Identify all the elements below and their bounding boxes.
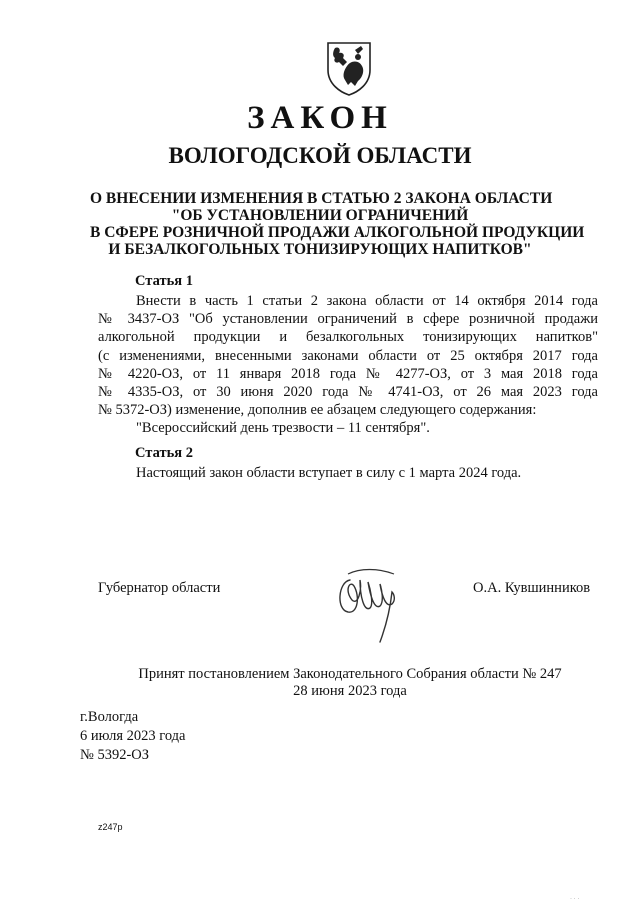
footer-date: 6 июля 2023 года [80,728,186,744]
governor-name: О.А. Кувшинников [473,580,591,596]
article-2-heading: Статья 2 [135,445,193,461]
article-1-line: № 3437-ОЗ "Об установлении ограничений в сфере розничной продажи [98,311,598,328]
article-1-line: (с изменениями, внесенными законами области от 25 октября 2017 года [98,347,598,364]
adoption-date: 28 июня 2023 года [293,683,407,699]
subtitle-line: "ОБ УСТАНОВЛЕНИИ ОГРАНИЧЕНИЙ [171,207,469,224]
article-1-quote: "Всероссийский день трезвости – 11 сентября". [136,420,430,437]
region-title: ВОЛОГОДСКОЙ ОБЛАСТИ [168,143,472,168]
corner-mark: · · · [570,896,580,902]
footer-number: № 5392-ОЗ [80,747,150,763]
law-subtitle [90,190,585,258]
handwritten-signature [330,560,410,650]
article-1-heading: Статья 1 [135,273,193,289]
footer-info [80,708,186,765]
article-1-line: № 5372-ОЗ) изменение, дополнив ее абзацем следующего содержания: [98,402,537,419]
article-1-line: № 4220-ОЗ, от 11 января 2018 года № 4277-ОЗ, от 3 мая 2018 года [98,365,598,382]
article-1-line: алкогольной продукции и безалкогольных тонизирующих напитков" [98,329,598,346]
subtitle-line: О ВНЕСЕНИИ ИЗМЕНЕНИЯ В СТАТЬЮ 2 ЗАКОНА ОБЛАСТИ [90,190,553,207]
subtitle-line: В СФЕРЕ РОЗНИЧНОЙ ПРОДАЖИ АЛКОГОЛЬНОЙ ПРОДУКЦИИ [90,224,585,241]
governor-position: Губернатор области [98,580,221,596]
footer-city: г.Вологда [80,709,139,725]
adoption-line: Принят постановлением Законодательного Собрания области № 247 [138,666,562,682]
article-2-text [98,464,598,482]
document-title: ЗАКОН [247,100,393,136]
subtitle-line: И БЕЗАЛКОГОЛЬНЫХ ТОНИЗИРУЮЩИХ НАПИТКОВ" [108,241,532,258]
article-1-line: № 4335-ОЗ, от 30 июня 2020 года № 4741-ОЗ, от 26 мая 2023 года [98,384,598,401]
article-2-line: Настоящий закон области вступает в силу с 1 марта 2024 года. [136,465,522,481]
adoption-note [80,666,620,700]
coat-of-arms-emblem [325,40,373,96]
article-1-text [98,292,598,438]
article-1-line: Внести в часть 1 статьи 2 закона области от 14 октября 2014 года [136,293,598,309]
document-code: z247p [98,822,123,832]
